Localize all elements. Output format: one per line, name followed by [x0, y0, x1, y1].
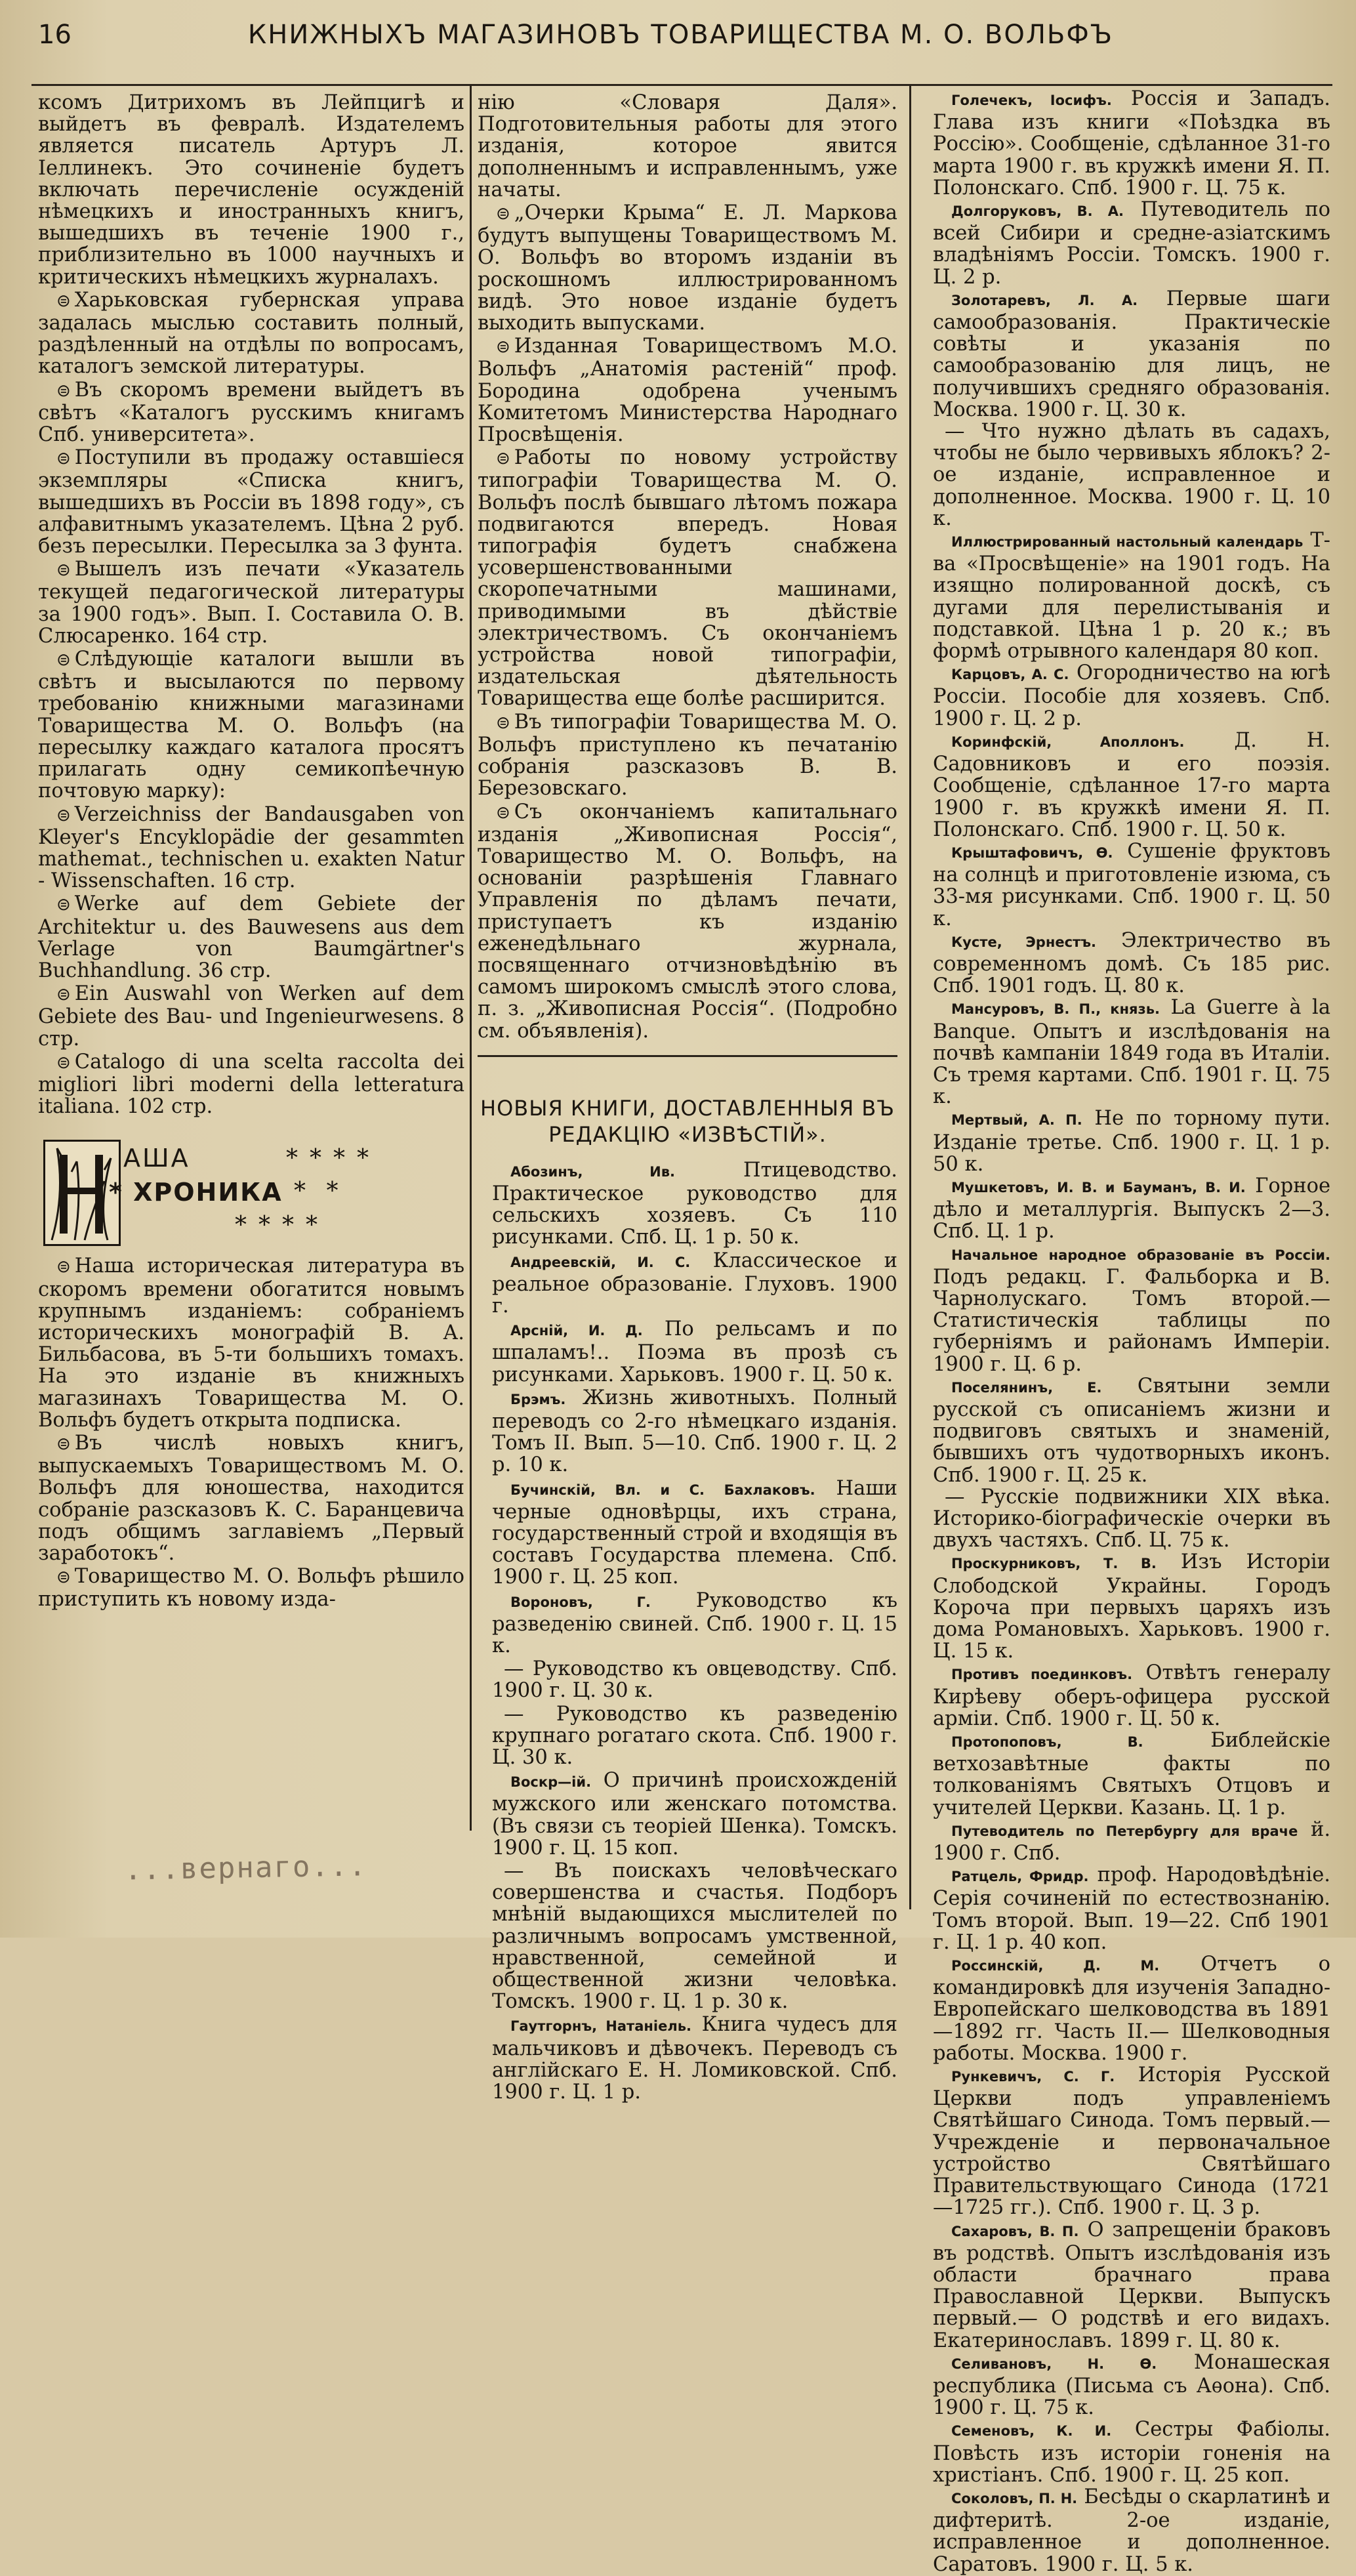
page-header: [31, 14, 1330, 60]
book-entry: [918, 662, 1330, 730]
book-author: Семеновъ, К. И.: [951, 2423, 1112, 2440]
book-description: Т-ва «Просвѣщеніе» на 1901 годъ. На изящно полированной доскѣ, съ дугами для перелистыванія и подставкой. Цѣна 1 р. 20 к.; въ формѣ отрывного календаря 80 коп.: [933, 529, 1330, 663]
paragraph: ⊜ Ein Auswahl von Werken auf dem Gebiete des Bau- und Ingenieurwesens. 8 стр.: [38, 982, 464, 1050]
paragraph-mark-icon: ⊜: [496, 449, 510, 469]
book-description: — Руководство къ овцеводству. Спб. 1900 г. Ц. 30 к.: [492, 1657, 897, 1703]
book-description: Россія и Западъ. Глава изъ книги «Поѣздка въ Россію». Сообщеніе, сдѣланное 31-го марта 1900 г. въ кружкѣ имени Я. П. Полонскаго. Спб. 1900 г. Ц. 75 к.: [933, 87, 1330, 199]
library-stamp: ...вернаго...: [124, 1849, 368, 1887]
paragraph: ксомъ Дитрихомъ въ Лейпцигѣ и выйдетъ въ февралѣ. Издателемъ является писатель Артуръ Л. Іеллинекъ. Это сочиненіе будетъ включать перечисленіе осужденій нѣмецкихъ и иностранныхъ книгъ, вышедшихъ въ теченіе 1900 г., приблизительно въ 1000 научныхъ и критическихъ нѣмецкихъ журналахъ.: [38, 91, 464, 289]
paragraph: ⊜ Поступили въ продажу оставшіеся экземпляры «Списка книгъ, вышедшихъ въ Россіи въ 1898 году», съ алфавитнымъ указателемъ. Цѣна 2 руб. безъ пересылки. Пересылка за 3 фунта.: [38, 446, 464, 558]
new-books-list-col2: [478, 1159, 897, 2104]
paragraph-mark-icon: ⊜: [56, 1257, 71, 1278]
book-entry: [918, 421, 1330, 530]
reed-letter-n-icon: [45, 1142, 119, 1244]
paragraph-mark-icon: ⊜: [56, 805, 71, 825]
paragraph-mark-icon: ⊜: [496, 713, 510, 733]
book-entry: [918, 1108, 1330, 1175]
paragraph: ⊜ Въ числѣ новыхъ книгъ, выпускаемыхъ Товариществомъ М. О. Вольфъ для юношества, находится собраніе разсказовъ К. С. Баранцевича подъ общимъ заглавіемъ „Первый заработокъ“.: [38, 1431, 464, 1565]
book-description: Святыни земли русской съ описаніемъ жизни и подвиговъ святыхъ и знаменій, бывшихъ отъ чудотворныхъ иконъ. Спб. 1900 г. Ц. 25 к.: [933, 1374, 1330, 1487]
book-entry: [478, 1590, 897, 1657]
book-entry: [478, 1478, 897, 1589]
paragraph-mark-icon: ⊜: [56, 560, 71, 581]
book-entry: [478, 1703, 897, 1769]
paragraph: ⊜ Наша историческая литература въ скоромъ времени обогатится новымъ крупнымъ изданіемъ: собраніемъ историческихъ монографій В. А. Бильбасова, въ 5-ти большихъ томахъ. На это изданіе въ книжныхъ магазинахъ Товарищества М. О. Вольфъ будетъ открыта подписка.: [38, 1255, 464, 1432]
book-entry: [478, 2014, 897, 2103]
paragraph: ⊜ Verzeichniss der Bandausgaben von Kleyer's Encyklopädie der gesammten mathemat., technischen u. exakten Natur - Wissenschaften. 16 стр.: [38, 802, 464, 893]
book-description: — Русскіе подвижники XIX вѣка. Историко-біографическіе очерки въ двухъ частяхъ. Спб. Ц. 75 к.: [933, 1485, 1330, 1552]
paragraph: ⊜ Работы по новому устройству типографіи Товарищества М. О. Вольфъ послѣ бывшаго лѣтомъ пожара подвигаются впередъ. Новая типографія будетъ снабжена усовершенствованными скоропечатными машинами, приводимыми въ дѣйствіе электричествомъ. Съ окончаніемъ устройства новой типографіи, издательская дѣятельность Товарищества еще болѣе расширится.: [478, 446, 897, 711]
column-rule-left: [470, 85, 472, 1831]
book-description: Отвѣтъ генералу Кирѣеву оберъ-офицера русской арміи. Спб. 1900 г. Ц. 50 к.: [933, 1661, 1330, 1730]
book-author: Мансуровъ, В. П., князь.: [951, 1001, 1160, 1018]
book-entry: [918, 1551, 1330, 1662]
book-entry: [918, 1175, 1330, 1243]
paragraph-mark-icon: ⊜: [56, 985, 71, 1005]
book-entry: [918, 1730, 1330, 1819]
paragraph: ⊜ Слѣдующіе каталоги вышли въ свѣтъ и высылаются по первому требованію книжными магазинами Товарищества М. О. Вольфъ (на пересылку каждаго каталога просятъ прилагать одну семикопѣечную почтовую марку):: [38, 648, 464, 803]
book-entry: [918, 1819, 1330, 1864]
book-entry: [918, 730, 1330, 841]
paragraph: ⊜ Съ окончаніемъ капитальнаго изданія „Живописная Россія“, Товарищество М. О. Вольфъ, на основаніи разрѣшенія Главнаго Управленія по дѣламъ печати, приступаетъ къ изданію еженедѣльнаго журнала, посвященнаго отчизновѣдѣнію въ самомъ широкомъ смыслѣ этого слова, п. з. „Живописная Россія“. (Подробно см. объявленія).: [478, 800, 897, 1043]
book-entry: [918, 1864, 1330, 1953]
book-entry: [918, 2352, 1330, 2419]
book-entry: [918, 2419, 1330, 2486]
book-author: Голечекъ, Іосифъ.: [951, 93, 1112, 108]
book-description: Горное дѣло и металлургія. Выпускъ 2—3. Спб. Ц. 1 р.: [933, 1174, 1331, 1243]
book-description: Птицеводство. Практическое руководство для сельскихъ хозяевъ. Съ 110 рисунками. Спб. Ц. 1 р. 50 к.: [492, 1158, 897, 1249]
book-entry: [918, 2486, 1330, 2575]
new-books-list-col3: [918, 88, 1330, 2575]
book-description: О запрещеніи браковъ въ родствѣ. Опытъ изслѣдованія изъ области брачнаго права Православной Церкви. Выпускъ первый.— О родствѣ и его видахъ. Екатеринославъ. 1899 г. Ц. 80 к.: [933, 2218, 1330, 2352]
book-entry: [478, 1658, 897, 1701]
book-description: Отчетъ о командировкѣ для изученія Западно-Европейскаго шелководства въ 1891—1892 гг. Часть II.— Шелководныя работы. Москва. 1900 г.: [933, 1953, 1330, 2065]
book-author: Кусте, Эрнестъ.: [951, 934, 1096, 950]
book-entry: [918, 88, 1330, 199]
book-author: Андреевскій, И. С.: [510, 1254, 691, 1270]
book-author: Абозинъ, Ив.: [510, 1163, 675, 1180]
book-description: О причинѣ происхожденій мужского или женскаго потомства. (Въ связи съ теоріей Шенка). Томскъ. 1900 г. Ц. 15 коп.: [492, 1769, 897, 1859]
paragraph: ⊜ Вышелъ изъ печати «Указатель текущей педагогической литературы за 1900 годъ». Вып. I. Составила О. В. Слюсаренко. 164 стр.: [38, 558, 464, 648]
book-author: Бучинскій, Вл. и С. Бахлаковъ.: [510, 1482, 815, 1498]
book-author: Россинскій, Д. М.: [951, 1958, 1160, 1974]
book-author: Соколовъ, П. Н.: [951, 2490, 1078, 2506]
book-description: Классическое и реальное образованіе. Глуховъ. 1900 г.: [492, 1249, 897, 1318]
book-author: Протопоповъ, В.: [951, 1734, 1143, 1751]
paragraph-mark-icon: ⊜: [56, 381, 71, 401]
paragraph-mark-icon: ⊜: [56, 1568, 71, 1588]
book-entry: [918, 199, 1330, 288]
book-entry: [918, 1243, 1330, 1375]
paragraph: ⊜ Изданная Товариществомъ М.О. Вольфъ „Анатомія растеній“ проф. Бородина одобрена ученымъ Комитетомъ Министерства Народнаго Просвѣщенія.: [478, 335, 897, 447]
column-rule-right: [909, 85, 911, 1909]
paragraph-mark-icon: ⊜: [56, 1052, 71, 1073]
book-entry: [478, 1770, 897, 1859]
book-description: Бесѣды о скарлатинѣ и дифтеритѣ. 2-ое изданіе, исправленное и дополненное. Саратовъ. 1900 г. Ц. 5 к.: [933, 2485, 1330, 2576]
book-entry: [478, 1860, 897, 2012]
paragraph-mark-icon: ⊜: [496, 204, 510, 224]
book-author: Проскурниковъ, Т. В.: [951, 1556, 1157, 1572]
book-author: Селивановъ, Н. Ѳ.: [951, 2356, 1157, 2372]
book-description: — Что нужно дѣлать въ садахъ, чтобы не было червивыхъ яблокъ? 2-ое изданіе, исправленное и дополненное. Москва. 1900 г. Ц. 10 к.: [933, 420, 1330, 530]
book-author: Карцовъ, А. С.: [951, 667, 1069, 683]
book-author: Гаутгорнъ, Натаніель.: [510, 2018, 691, 2035]
book-entry: [918, 1486, 1330, 1552]
chronicle-stars-top: ****: [286, 1145, 380, 1173]
chronicle-title-line1: АША: [123, 1144, 190, 1173]
book-author: Крыштафовичъ, Ѳ.: [951, 844, 1113, 861]
book-author: Рункевичъ, С. Г.: [951, 2069, 1115, 2085]
book-description: Сестры Фабіолы. Повѣсть изъ исторіи гоненія на христіанъ. Спб. 1900 г. Ц. 25 коп.: [933, 2418, 1330, 2487]
chronicle-heading: [38, 1140, 464, 1245]
book-author: Противъ поединковъ.: [951, 1667, 1133, 1683]
book-entry: [918, 930, 1330, 997]
column-2: [478, 92, 897, 2104]
paragraph: ⊜ Товарищество М. О. Вольфъ рѣшило приступить къ новому изда-: [38, 1565, 464, 1611]
paragraph-mark-icon: ⊜: [56, 650, 71, 671]
book-author: Мушкетовъ, И. В. и Бауманъ, В. И.: [951, 1179, 1246, 1195]
paragraph-mark-icon: ⊜: [496, 802, 510, 823]
book-author: Иллюстрированный настольный календарь: [951, 534, 1304, 551]
book-description: Монашеская республика (Письма съ Аѳона). Спб. 1900 г. Ц. 75 к.: [933, 2350, 1330, 2420]
book-author: Долгоруковъ, В. А.: [951, 203, 1124, 220]
book-entry: [478, 1159, 897, 1249]
book-description: La Guerre à la Banque. Опытъ и изслѣдованія на почвѣ кампаніи 1849 года въ Италіи. Съ тремя картами. Спб. 1901 г. Ц. 75 к.: [933, 996, 1330, 1109]
book-author: Начальное народное образованіе въ Россіи.: [951, 1247, 1330, 1263]
book-entry: [478, 1387, 897, 1476]
book-entry: [918, 1375, 1330, 1486]
book-description: проф. Народовѣдѣніе. Серія сочиненій по естествознанію. Томъ второй. Вып. 19—22. Спб 1901 г. Ц. 1 р. 40 коп.: [933, 1863, 1330, 1954]
book-description: Не по торному пути. Изданіе третье. Спб. 1900 г. Ц. 1 р. 50 к.: [933, 1107, 1330, 1176]
book-author: Мертвый, А. П.: [951, 1112, 1082, 1129]
paragraph: ⊜ Въ скоромъ времени выйдетъ въ свѣтъ «Каталогъ русскимъ книгамъ Спб. университета».: [38, 378, 464, 447]
book-author: Путеводитель по Петербургу для враче: [951, 1823, 1298, 1839]
book-description: Первые шаги самообразованія. Практическіе совѣты и указанія по самообразованію для лицъ, не получившихъ средняго образованія. Москва. 1900 г. Ц. 30 к.: [933, 287, 1331, 421]
book-description: Путеводитель по всей Сибири и средне-азіатскимъ владѣніямъ Россіи. Томскъ. 1900 г. Ц. 2 р.: [933, 198, 1330, 289]
book-description: — Въ поискахъ человѣческаго совершенства и счастья. Подборъ мнѣній выдающихся мыслителей по различнымъ вопросамъ умственной, нравственной, семейной и общественной жизни человѣка. Томскъ. 1900 г. Ц. 1 р. 30 к.: [492, 1859, 897, 2014]
book-description: Сушеніе фруктовъ на солнцѣ и приготовленіе изюма, съ 33-мя рисунками. Спб. 1900 г. Ц. 50 к.: [933, 839, 1330, 930]
paragraph: ⊜ Catalogo di una scelta raccolta dei migliori libri moderni della letteratura italiana. 102 стр.: [38, 1050, 464, 1119]
paragraph: ⊜ „Очерки Крыма“ Е. Л. Маркова будутъ выпущены Товариществомъ М. О. Вольфъ во второмъ изданіи въ роскошномъ иллюстрированномъ видѣ. Это новое изданіе будетъ выходить выпусками.: [478, 201, 897, 335]
book-description: Руководство къ разведенію свиней. Спб. 1900 г. Ц. 15 к.: [492, 1589, 897, 1657]
book-description: По рельсамъ и по шпаламъ!.. Поэма въ прозѣ съ рисунками. Харьковъ. 1900 г. Ц. 50 к.: [492, 1318, 897, 1386]
book-description: Книга чудесъ для мальчиковъ и дѣвочекъ. Переводъ съ англійскаго Е. Н. Ломиковской. Спб. 1900 г. Ц. 1 р.: [492, 2013, 898, 2104]
book-entry: [478, 1318, 897, 1386]
book-entry: [918, 997, 1330, 1108]
book-description: Жизнь животныхъ. Полный переводъ со 2-го нѣмецкаго изданія. Томъ II. Вып. 5—10. Спб. 1900 г. Ц. 2 р. 10 к.: [492, 1386, 897, 1477]
book-description: й. 1900 г. Спб.: [933, 1818, 1331, 1865]
book-author: Золотаревъ, Л. А.: [951, 292, 1138, 308]
book-description: — Руководство къ разведенію крупнаго рогатаго скота. Спб. 1900 г. Ц. 30 к.: [492, 1702, 897, 1770]
section-rule: [478, 1055, 897, 1057]
paragraph: ⊜ Въ типографіи Товарищества М. О. Вольфъ приступлено къ печатанію собранія разсказовъ В. В. Березовскаго.: [478, 710, 897, 800]
book-author: Воскр—ій.: [510, 1774, 592, 1791]
paragraph: ⊜ Werke auf dem Gebiete der Architektur u. des Bauwesens aus dem Verlage von Baumgärtner's Buchhandlung. 36 стр.: [38, 892, 464, 982]
chronicle-stars-bottom: ****: [235, 1212, 329, 1239]
book-description: Огородничество на югѣ Россіи. Пособіе для хозяевъ. Спб. 1900 г. Ц. 2 р.: [933, 661, 1331, 730]
book-description: Наши черные одновѣрцы, ихъ страна, государственный строй и входящія въ составъ Государства племена. Спб. 1900 г. Ц. 25 коп.: [492, 1476, 897, 1589]
paragraph-mark-icon: ⊜: [56, 895, 71, 915]
book-author: Вороновъ, Г.: [510, 1594, 651, 1610]
book-description: Изъ Исторіи Слободской Украйны. Городъ Корочa при первыхъ царяхъ изъ дома Романовыхъ. Харьковъ. 1900 г. Ц. 15 к.: [933, 1550, 1330, 1663]
chronicle-title-line2: * ХРОНИКА: [109, 1178, 283, 1207]
book-entry: [918, 288, 1330, 421]
paragraph: нію «Словаря Даля». Подготовительныя работы для этого изданія, которое явится дополненнымъ и исправленнымъ, уже начаты.: [478, 91, 897, 201]
column-3: [918, 88, 1330, 2575]
paragraph-mark-icon: ⊜: [56, 291, 71, 311]
column-1: [38, 92, 464, 1612]
book-description: Д. Н. Садовниковъ и его поэзія. Сообщеніе, сдѣланное 17-го марта 1900 г. въ кружкѣ имени Я. П. Полонскаго. Спб. 1900 г. Ц. 50 к.: [933, 728, 1331, 841]
book-entry: [918, 1953, 1330, 2064]
chronicle-stars-middle: * *: [294, 1178, 345, 1205]
book-description: Исторія Русской Церкви подъ управленіемъ Святѣйшаго Синода. Томъ первый.— Учрежденіе и первоначальное устройство Святѣйшаго Правительствующаго Синода (1721—1725 гг.). Спб. 1900 г. Ц. 3 р.: [933, 2064, 1331, 2220]
header-rule: [31, 84, 1332, 86]
new-books-heading: НОВЫЯ КНИГИ, ДОСТАВЛЕННЫЯ ВЪ РЕДАКЦІЮ «ИЗВѢСТІЙ».: [480, 1095, 895, 1147]
page-number: 16: [38, 20, 72, 50]
book-entry: [918, 2064, 1330, 2218]
book-description: Библейскіе ветхозавѣтные факты по толкованіямъ Святыхъ Отцовъ и учителей Церкви. Казань. Ц. 1 р.: [933, 1729, 1330, 1819]
book-author: Коринфскій, Аполлонъ.: [951, 734, 1185, 750]
book-entry: [918, 841, 1330, 930]
paragraph-mark-icon: ⊜: [496, 337, 510, 358]
paragraph: ⊜ Харьковская губернская управа задалась мыслью составить полный, раздѣленный на отдѣлы по вопросамъ, каталогъ земской литературы.: [38, 288, 464, 379]
running-title: КНИЖНЫХЪ МАГАЗИНОВЪ ТОВАРИЩЕСТВА М. О. ВОЛЬФЪ: [247, 20, 1114, 50]
book-entry: [918, 530, 1330, 662]
book-author: Арсній, И. Д.: [510, 1323, 643, 1339]
book-entry: [478, 1250, 897, 1318]
book-author: Сахаровъ, В. П.: [951, 2223, 1079, 2239]
book-description: Подъ редакц. Г. Фальборка и В. Чарнолускаго. Томъ второй.—Статистическія таблицы по губерніямъ и районамъ Имперіи. 1900 г. Ц. 6 р.: [933, 1265, 1330, 1376]
book-entry: [918, 1662, 1330, 1730]
paragraph-mark-icon: ⊜: [56, 449, 71, 469]
book-author: Поселянинъ, Е.: [951, 1379, 1102, 1396]
book-entry: [918, 2219, 1330, 2352]
book-author: Брэмъ.: [510, 1391, 566, 1407]
book-author: Ратцель, Фридр.: [951, 1869, 1089, 1885]
paragraph-mark-icon: ⊜: [56, 1434, 71, 1454]
book-description: Электричество въ современномъ домѣ. Съ 185 рис. Спб. 1901 годъ. Ц. 80 к.: [933, 928, 1330, 998]
